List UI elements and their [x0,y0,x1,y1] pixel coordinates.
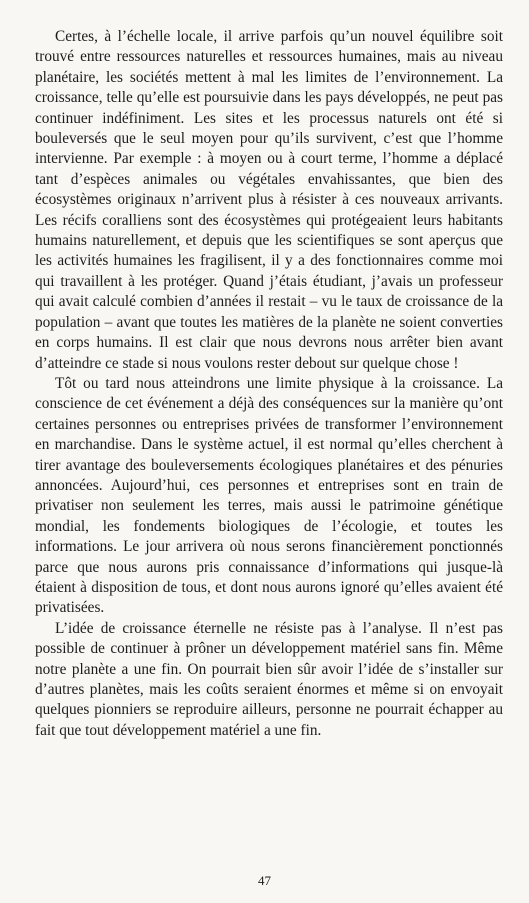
paragraph-3: L’idée de croissance éternelle ne résiste pas à l’analyse. Il n’est pas possible de continuer à prôner un développement matériel sans fin. Même notre planète a une fin. On pourrait bien sûr avoir l’idée de s’installer sur d’autres planètes, mais les coûts seraient énormes et même si on envoyait quelques pionniers se reproduire ailleurs, personne ne pourrait échapper au fait que tout développement matériel a une fin. [35,619,503,739]
body-text [35,27,503,741]
paragraph-2: Tôt ou tard nous atteindrons une limite physique à la croissance. La conscience de cet événement a déjà des conséquences sur la manière qu’ont certaines personnes ou entreprises privées de transformer l’environnement en marchandise. Dans le système actuel, il est normal qu’elles cherchent à tirer avantage des bouleversements écologiques planétaires et des pénuries annoncées. Aujourd’hui, ces personnes et entreprises sont en train de privatiser non seulement les terres, mais aussi le patrimoine génétique mondial, les fondements biologiques de l’écologie, et toutes les informations. Le jour arrivera où nous serons financièrement ponctionnés parce que nous aurons pris connaissance d’informations qui jusque-là étaient à disposition de tous, et dont nous aurons ignoré qu’elles avaient été privatisées. [35,374,503,617]
page-number: 47 [258,873,271,888]
paragraph-1: Certes, à l’échelle locale, il arrive parfois qu’un nouvel équilibre soit trouvé entre ressources naturelles et ressources humaines, mais au niveau planétaire, les sociétés mettent à mal les limites de l’environnement. La croissance, telle qu’elle est poursuivie dans les pays développés, ne peut pas continuer indéfiniment. Les sites et les processus naturels ont été si bouleversés que le seul moyen pour qu’ils survivent, c’est que l’homme intervienne. Par exemple : à moyen ou à court terme, l’homme a déplacé tant d’espèces animales ou végétales envahissantes, que bien des écosystèmes originaux n’arrivent plus à résister à ces nouveaux arrivants. Les récifs coralliens sont des écosystèmes qui protégeaient leurs habitants humains naturellement, et depuis que les scientifiques se sont aperçus que les activités humaines les fragilisent, il y a des fonctionnaires comme moi qui travaillent à les protéger. Quand j’étais étudiant, j’avais un professeur qui avait calculé combien d’années il restait – vu le taux de croissance de la population – avant que toutes les matières de la planète ne soient converties en corps humains. Il est clair que nous devrons nous arrêter bien avant d’atteindre ce stade si nous voulons rester debout sur quelque chose ! [35,28,503,372]
